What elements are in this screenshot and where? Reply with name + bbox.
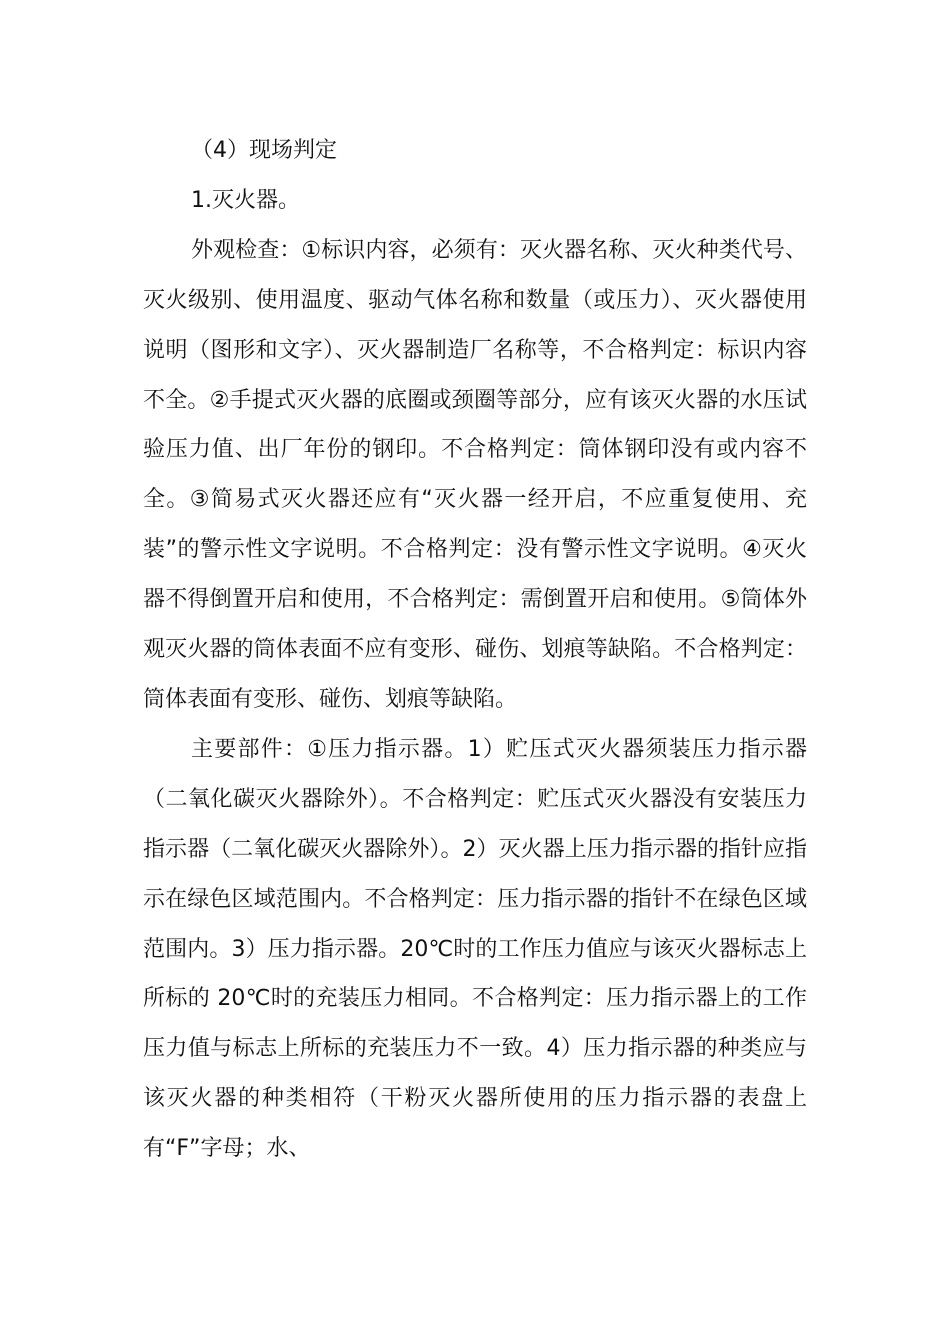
document-body (143, 126, 807, 1174)
section-heading: （4）现场判定 (191, 138, 337, 163)
subsection-heading: 1.灭火器。 (191, 187, 300, 213)
paragraph-appearance-inspection: 外观检查：①标识内容，必须有：灭火器名称、灭火种类代号、灭火级别、使用温度、驱动气体名称和数量（或压力）、灭火器使用说明（图形和文字）、灭火器制造厂名称等，不合格判定：标识内容不全。②手提式灭火器的底圈或颈圈等部分，应有该灭火器的水压试验压力值、出厂年份的钢印。不合格判定：筒体钢印没有或内容不全。③简易式灭火器还应有“灭火器一经开启，不应重复使用、充装”的警示性文字说明。不合格判定：没有警示性文字说明。④灭火器不得倒置开启和使用，不合格判定：需倒置开启和使用。⑤筒体外观灭火器的筒体表面不应有变形、碰伤、划痕等缺陷。不合格判定：筒体表面有变形、碰伤、划痕等缺陷。 (143, 237, 807, 712)
paragraph-main-components: 主要部件：①压力指示器。1）贮压式灭火器须装压力指示器（二氧化碳灭火器除外）。不合格判定：贮压式灭火器没有安装压力指示器（二氧化碳灭火器除外）。2）灭火器上压力指示器的指针应指示在绿色区域范围内。不合格判定：压力指示器的指针不在绿色区域范围内。3）压力指示器。20℃时的工作压力值应与该灭火器标志上所标的 20℃时的充装压力相同。不合格判定：压力指示器上的工作压力值与标志上所标的充装压力不一致。4）压力指示器的种类应与该灭火器的种类相符（干粉灭火器所使用的压力指示器的表盘上有“F”字母；水、 (143, 736, 807, 1162)
